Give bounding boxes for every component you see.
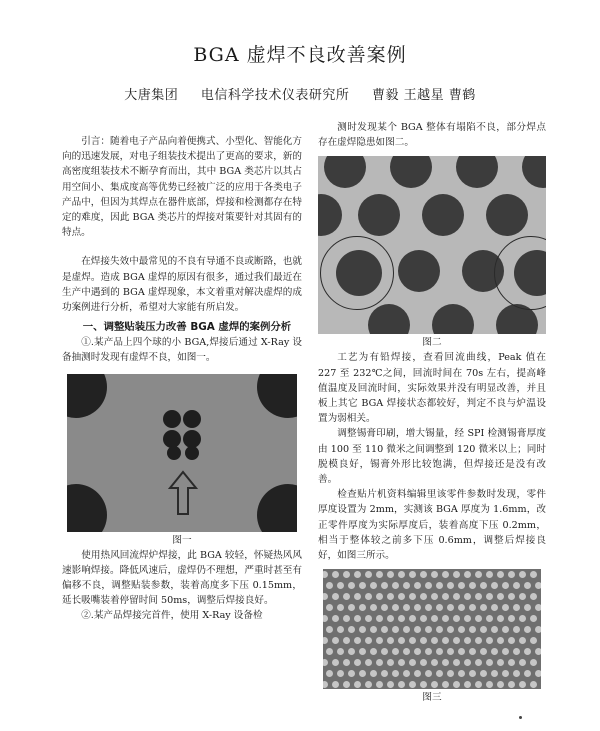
- xray-ball: [530, 615, 537, 622]
- xray-ball: [475, 615, 482, 622]
- xray-ball: [431, 615, 438, 622]
- xray-ball: [365, 659, 372, 666]
- xray-ball: [323, 571, 328, 578]
- xray-ball: [359, 604, 366, 611]
- xray-ball: [502, 604, 509, 611]
- xray-ball: [513, 604, 520, 611]
- xray-ball: [392, 670, 399, 677]
- xray-ball: [376, 615, 383, 622]
- xray-ball: [326, 582, 333, 589]
- xray-ball: [442, 659, 449, 666]
- xray-ball: [354, 593, 361, 600]
- xray-ball: [323, 681, 328, 688]
- xray-ball: [354, 615, 361, 622]
- fix1-paragraph: 使用热风回流焊炉焊接，此 BGA 较轻，怀疑热风风速影响焊接。降低风速后，虚焊仍不理想，严重时甚至有偏移不良，调整贴装参数，装着高度多下压 0.15mm，延长吸嘴装着停留时间 50ms，调整后焊接良好。: [62, 549, 302, 607]
- xray-ball: [497, 681, 504, 688]
- xray-ball: [257, 374, 297, 418]
- xray-ball: [486, 637, 493, 644]
- xray-ball: [458, 626, 465, 633]
- xray-ball: [398, 659, 405, 666]
- xray-ball: [425, 626, 432, 633]
- xray-ball: [431, 637, 438, 644]
- xray-ball: [387, 637, 394, 644]
- xray-ball: [409, 637, 416, 644]
- xray-ball: [436, 604, 443, 611]
- xray-ball: [348, 604, 355, 611]
- xray-ball: [458, 648, 465, 655]
- xray-ball: [403, 670, 410, 677]
- xray-ball: [163, 410, 181, 428]
- xray-ball: [387, 615, 394, 622]
- xray-ball: [381, 626, 388, 633]
- figure-1-xray-image: [67, 374, 297, 532]
- xray-ball: [519, 681, 526, 688]
- xray-ball: [326, 648, 333, 655]
- case2-paragraph: ②.某产品焊接完首件，使用 X-Ray 设备检: [81, 610, 263, 622]
- xray-ball: [365, 593, 372, 600]
- xray-ball: [453, 593, 460, 600]
- xray-ball: [348, 670, 355, 677]
- cause-paragraph: 在焊接失效中最常见的不良有导通不良或断路，也就是虚焊。造成 BGA 虚焊的原因有很多，通过我们最近在生产中遇到的 BGA 虚焊现象，本文着重对解决虚焊的成功案例进行分析，希望对大家能有所启发。: [62, 256, 302, 314]
- xray-ball: [354, 681, 361, 688]
- xray-ball: [535, 626, 541, 633]
- xray-ball: [530, 681, 537, 688]
- xray-ball: [486, 593, 493, 600]
- xray-ball: [480, 604, 487, 611]
- xray-ball: [414, 604, 421, 611]
- xray-ball: [486, 659, 493, 666]
- xray-ball: [425, 582, 432, 589]
- section-heading: 一、调整贴装压力改善 BGA 虚焊的案例分析: [82, 321, 292, 334]
- xray-ball: [332, 615, 339, 622]
- xray-ball: [368, 304, 410, 334]
- xray-ball: [370, 626, 377, 633]
- xray-ball: [420, 659, 427, 666]
- xray-ball: [464, 659, 471, 666]
- xray-ball: [387, 681, 394, 688]
- xray-ball: [458, 582, 465, 589]
- xray-ball: [323, 637, 328, 644]
- xray-ball: [458, 604, 465, 611]
- xray-ball: [332, 571, 339, 578]
- xray-ball: [392, 648, 399, 655]
- xray-ball: [403, 582, 410, 589]
- xray-ball: [530, 593, 537, 600]
- xray-ball: [469, 582, 476, 589]
- xray-ball: [464, 681, 471, 688]
- xray-ball: [425, 604, 432, 611]
- xray-ball: [431, 571, 438, 578]
- xray-ball: [376, 659, 383, 666]
- xray-ball: [337, 648, 344, 655]
- xray-ball: [420, 593, 427, 600]
- xray-ball: [431, 681, 438, 688]
- xray-ball: [519, 571, 526, 578]
- xray-ball: [431, 593, 438, 600]
- xray-ball: [524, 626, 531, 633]
- xray-ball: [422, 194, 464, 236]
- xray-ball: [530, 659, 537, 666]
- xray-ball: [337, 604, 344, 611]
- xray-ball: [392, 604, 399, 611]
- xray-ball: [535, 648, 541, 655]
- xray-ball: [370, 582, 377, 589]
- xray-ball: [420, 637, 427, 644]
- xray-ball: [508, 681, 515, 688]
- xray-ball: [519, 615, 526, 622]
- xray-ball: [398, 615, 405, 622]
- xray-ball: [530, 571, 537, 578]
- author-names: 曹毅 王越星 曹鹤: [372, 88, 476, 103]
- xray-ball: [442, 681, 449, 688]
- xray-ball: [447, 582, 454, 589]
- xray-ball: [420, 681, 427, 688]
- xray-ball: [486, 615, 493, 622]
- xray-ball: [508, 659, 515, 666]
- xray-ball: [365, 681, 372, 688]
- xray-ball: [475, 681, 482, 688]
- xray-ball: [354, 637, 361, 644]
- xray-ball: [403, 626, 410, 633]
- xray-ball: [358, 194, 400, 236]
- xray-ball: [370, 648, 377, 655]
- xray-ball: [409, 593, 416, 600]
- xray-ball: [480, 648, 487, 655]
- xray-ball: [398, 571, 405, 578]
- xray-ball: [420, 571, 427, 578]
- author-org-institute: 电信科学技术仪表研究所: [200, 88, 350, 103]
- xray-ball: [508, 637, 515, 644]
- xray-ball: [469, 648, 476, 655]
- xray-ball: [524, 648, 531, 655]
- xray-ball: [502, 670, 509, 677]
- xray-ball: [464, 571, 471, 578]
- xray-ball: [414, 582, 421, 589]
- xray-ball: [458, 670, 465, 677]
- xray-ball: [535, 582, 541, 589]
- intro-paragraph: 引言：随着电子产品向着便携式、小型化、智能化方向的迅速发展，对电子组装技术提出了更高的要求，新的高密度组装技术不断孕育而出，其中 BGA 类芯片以其占用空间小、集成度高等优势已经被广泛的应用于各类电子产品中，但因为其焊点在器件底部，焊接和检测都存在特定的难度，因此 BGA 类芯片的焊接对策要针对其固有的特点。: [62, 136, 302, 239]
- xray-ball: [348, 648, 355, 655]
- xray-ball: [502, 626, 509, 633]
- figure-3-caption: 图三: [422, 692, 442, 704]
- xray-ball: [442, 571, 449, 578]
- xray-ball: [497, 615, 504, 622]
- xray-ball: [513, 582, 520, 589]
- xray-ball: [370, 604, 377, 611]
- xray-ball: [436, 670, 443, 677]
- xray-ball: [425, 670, 432, 677]
- xray-ball: [387, 659, 394, 666]
- xray-ball: [409, 615, 416, 622]
- xray-ball: [464, 637, 471, 644]
- xray-ball: [343, 637, 350, 644]
- xray-ball: [67, 484, 107, 532]
- xray-ball: [318, 194, 342, 236]
- xray-ball: [414, 626, 421, 633]
- xray-ball: [453, 659, 460, 666]
- xray-ball: [376, 593, 383, 600]
- xray-ball: [183, 430, 201, 448]
- xray-ball: [475, 571, 482, 578]
- page-mark: [519, 716, 522, 719]
- xray-ball: [376, 571, 383, 578]
- xray-ball: [486, 681, 493, 688]
- xray-ball: [332, 681, 339, 688]
- figure-1-caption: 图一: [172, 534, 192, 546]
- xray-ball: [348, 582, 355, 589]
- xray-ball: [323, 593, 328, 600]
- xray-ball: [513, 670, 520, 677]
- xray-ball: [442, 593, 449, 600]
- xray-ball: [524, 670, 531, 677]
- xray-ball: [486, 194, 528, 236]
- xray-ball: [464, 593, 471, 600]
- xray-ball: [381, 604, 388, 611]
- xray-ball: [535, 604, 541, 611]
- xray-ball: [414, 670, 421, 677]
- xray-ball: [392, 582, 399, 589]
- xray-ball: [469, 670, 476, 677]
- xray-ball: [475, 659, 482, 666]
- xray-ball: [469, 626, 476, 633]
- xray-ball: [348, 626, 355, 633]
- xray-ball: [508, 615, 515, 622]
- xray-ball: [185, 446, 199, 460]
- xray-ball: [464, 615, 471, 622]
- xray-ball: [183, 410, 201, 428]
- xray-ball: [354, 659, 361, 666]
- xray-ball: [409, 681, 416, 688]
- xray-ball: [365, 571, 372, 578]
- xray-ball: [513, 626, 520, 633]
- xray-ball: [398, 593, 405, 600]
- figure-2-xray-image: [318, 156, 546, 334]
- xray-ball: [442, 615, 449, 622]
- xray-ball: [326, 670, 333, 677]
- defect-highlight-circle: [320, 236, 394, 310]
- xray-ball: [436, 582, 443, 589]
- xray-ball: [376, 681, 383, 688]
- xray-ball: [343, 615, 350, 622]
- xray-ball: [530, 637, 537, 644]
- xray-ball: [387, 593, 394, 600]
- case2-continued-paragraph: 测时发现某个 BGA 整体有塌陷不良，部分焊点存在虚焊隐患如图二。: [318, 122, 546, 149]
- reflow-paragraph: 工艺为有铅焊接，查看回流曲线，Peak 值在 227 至 232℃之间，回流时间在 70s 左右，提高峰值温度及回流时间，实际效果并没有明显改善，并且板上其它 BGA 焊接状态都较好，判定不良与炉温设置为弱相关。: [318, 352, 546, 425]
- case1-paragraph: ①.某产品上四个球的小 BGA,焊接后通过 X-Ray 设备抽测时发现有虚焊不良，如图一。: [62, 337, 302, 364]
- xray-ball: [167, 446, 181, 460]
- xray-ball: [420, 615, 427, 622]
- xray-ball: [497, 659, 504, 666]
- xray-ball: [502, 582, 509, 589]
- xray-ball: [376, 637, 383, 644]
- xray-ball: [409, 659, 416, 666]
- right-column: [318, 120, 546, 705]
- xray-ball: [453, 637, 460, 644]
- xray-ball: [453, 571, 460, 578]
- xray-ball: [354, 571, 361, 578]
- xray-ball: [324, 156, 366, 188]
- xray-ball: [480, 670, 487, 677]
- xray-ball: [491, 670, 498, 677]
- xray-ball: [390, 156, 432, 188]
- xray-ball: [323, 615, 328, 622]
- xray-ball: [447, 670, 454, 677]
- xray-ball: [491, 604, 498, 611]
- xray-ball: [403, 604, 410, 611]
- xray-ball: [508, 593, 515, 600]
- xray-ball: [359, 670, 366, 677]
- xray-ball: [432, 304, 474, 334]
- xray-ball: [381, 582, 388, 589]
- xray-ball: [343, 659, 350, 666]
- xray-ball: [257, 484, 297, 532]
- xray-ball: [502, 648, 509, 655]
- xray-ball: [365, 637, 372, 644]
- xray-ball: [497, 571, 504, 578]
- xray-ball: [447, 648, 454, 655]
- xray-ball: [381, 670, 388, 677]
- xray-ball: [359, 582, 366, 589]
- xray-ball: [436, 648, 443, 655]
- xray-ball: [519, 637, 526, 644]
- xray-ball: [332, 637, 339, 644]
- xray-ball: [332, 659, 339, 666]
- xray-ball: [425, 648, 432, 655]
- xray-ball: [326, 626, 333, 633]
- xray-ball: [522, 156, 546, 188]
- xray-ball: [398, 637, 405, 644]
- xray-ball: [398, 250, 440, 292]
- xray-ball: [508, 571, 515, 578]
- xray-ball: [447, 604, 454, 611]
- xray-ball: [513, 648, 520, 655]
- xray-ball: [456, 156, 498, 188]
- xray-ball: [343, 571, 350, 578]
- xray-ball: [524, 604, 531, 611]
- left-column: [62, 134, 302, 624]
- xray-ball: [398, 681, 405, 688]
- xray-ball: [409, 571, 416, 578]
- xray-ball: [519, 659, 526, 666]
- xray-ball: [359, 648, 366, 655]
- xray-ball: [442, 637, 449, 644]
- xray-ball: [497, 637, 504, 644]
- xray-ball: [332, 593, 339, 600]
- xray-ball: [414, 648, 421, 655]
- xray-ball: [343, 593, 350, 600]
- page-title: BGA 虚焊不良改善案例: [193, 44, 407, 66]
- xray-ball: [453, 681, 460, 688]
- xray-ball: [326, 604, 333, 611]
- xray-ball: [447, 626, 454, 633]
- author-line: [0, 84, 600, 103]
- xray-ball: [491, 582, 498, 589]
- xray-ball: [381, 648, 388, 655]
- xray-ball: [469, 604, 476, 611]
- defect-highlight-circle: [494, 236, 546, 310]
- xray-ball: [480, 626, 487, 633]
- xray-ball: [486, 571, 493, 578]
- placement-fix-paragraph: 检查贴片机资料编辑里该零件参数时发现，零件厚度设置为 2mm，实测该 BGA 厚度为 1.6mm，改正零件厚度为实际厚度后，装着高度下压 0.2mm，相当于整体较之前多下压 0.6mm，调整后焊接良好，如图三所示。: [318, 489, 546, 562]
- xray-ball: [497, 593, 504, 600]
- xray-ball: [491, 648, 498, 655]
- xray-ball: [365, 615, 372, 622]
- xray-ball: [337, 582, 344, 589]
- xray-ball: [359, 626, 366, 633]
- xray-ball: [343, 681, 350, 688]
- solder-paste-paragraph: 调整锡膏印刷，增大锡量，经 SPI 检测锡膏厚度由 100 至 110 微米之间调整到 120 微米以上；同时脱模良好，锡膏外形比较饱满，但焊接还是没有改善。: [318, 428, 546, 486]
- xray-ball: [453, 615, 460, 622]
- up-arrow-icon: [168, 470, 198, 516]
- xray-ball: [480, 582, 487, 589]
- xray-ball: [67, 374, 107, 418]
- xray-ball: [475, 637, 482, 644]
- xray-ball: [475, 593, 482, 600]
- xray-ball: [431, 659, 438, 666]
- xray-ball: [387, 571, 394, 578]
- xray-ball: [337, 670, 344, 677]
- xray-ball: [436, 626, 443, 633]
- xray-ball: [337, 626, 344, 633]
- xray-ball: [519, 593, 526, 600]
- figure-2-caption: 图二: [422, 337, 442, 349]
- xray-ball: [370, 670, 377, 677]
- xray-ball: [403, 648, 410, 655]
- xray-ball: [323, 659, 328, 666]
- xray-ball: [491, 626, 498, 633]
- xray-ball: [535, 670, 541, 677]
- author-org-group: 大唐集团: [124, 88, 179, 103]
- xray-ball: [524, 582, 531, 589]
- xray-ball: [392, 626, 399, 633]
- figure-3-xray-image: [323, 569, 541, 689]
- xray-ball: [163, 430, 181, 448]
